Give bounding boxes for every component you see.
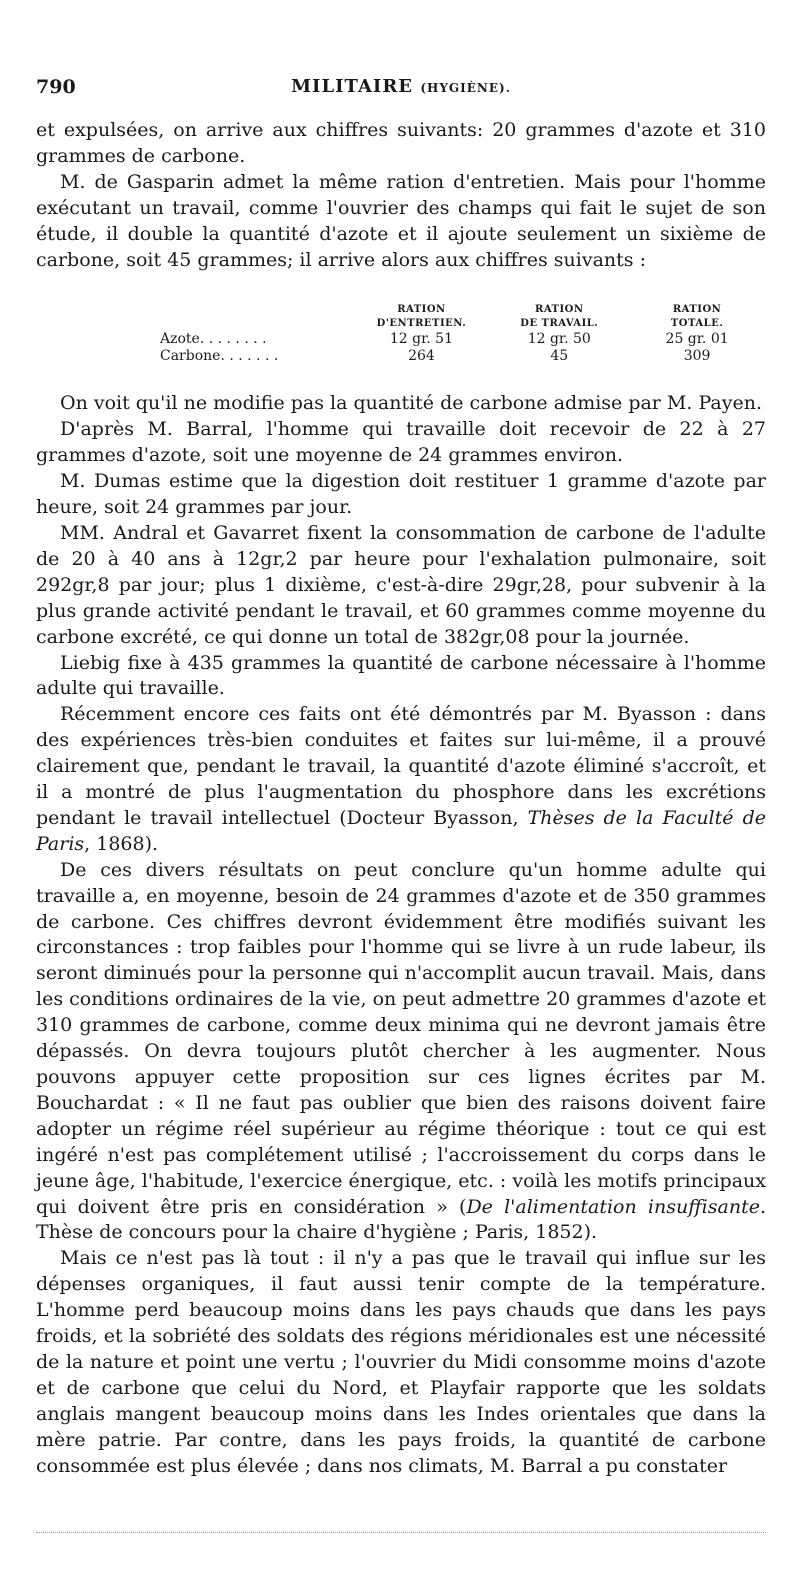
page-number: 790 bbox=[36, 76, 76, 98]
paragraph: M. Dumas estime que la digestion doit restituer 1 gramme d'azote par heure, soit 24 grammes par jour. bbox=[36, 470, 766, 519]
body-text bbox=[36, 118, 766, 1480]
column-header-travail bbox=[490, 303, 628, 331]
ration-table-header-row bbox=[36, 303, 766, 331]
paragraph: M. de Gasparin admet la même ration d'entretien. Mais pour l'homme exécutant un travail, comme l'ouvrier des champs qui fait le sujet de son étude, il double la quantité d'azote et il ajoute seulement un sixième de carbone, soit 45 grammes; il arrive alors aux chiffres suivants : bbox=[36, 170, 766, 271]
paragraph bbox=[36, 702, 766, 857]
column-header-line: DE TRAVAIL. bbox=[520, 318, 599, 330]
running-title-subject: (HYGIÈNE). bbox=[420, 81, 511, 95]
table-cell: 309 bbox=[683, 348, 711, 365]
paragraph-text: , 1868). bbox=[84, 832, 159, 855]
running-title-main: MILITAIRE bbox=[291, 76, 414, 97]
table-header-spacer bbox=[36, 303, 353, 331]
paragraph-text: De ces divers résultats on peut conclure qu'un homme adulte qui travaille a, en moyenne, besoin de 24 grammes d'azote et de 350 grammes de carbone. Ces chiffres devront évidemment être modifiés suivant les circonstances : trop faibles pour l'homme qui se livre à un rude labeur, ils seront diminués pour la personne qui n'accomplit aucun travail. Mais, dans les conditions ordinaires de la vie, on peut admettre 20 grammes d'azote et 310 grammes de carbone, comme deux minima qui ne devront jamais être dépassés. On devra toujours plutôt chercher à les augmenter. Nous pouvons appuyer cette proposition sur ces lignes écrites par M. Bouchardat : « Il ne faut pas oublier que bien des raisons doivent faire adopter un régime réel supérieur au régime théorique : tout ce qui est ingéré n'est pas complétement utilisé ; l'accroissement du corps dans le jeune âge, l'habitude, l'exercice énergique, etc. : voilà les motifs principaux qui doivent être pris en considération » ( bbox=[36, 858, 766, 1218]
row-label-carbone: Carbone. . . . . . . bbox=[160, 348, 279, 365]
table-cell: 45 bbox=[550, 348, 569, 365]
paragraph: On voit qu'il ne modifie pas la quantité de carbone admise par M. Payen. bbox=[60, 392, 762, 415]
paragraph: D'après M. Barral, l'homme qui travaille doit recevoir de 22 à 27 grammes d'azote, soit une moyenne de 24 grammes environ. bbox=[36, 418, 766, 467]
column-header-line: RATION bbox=[535, 304, 584, 316]
ration-table bbox=[36, 303, 766, 365]
column-header-line: RATION bbox=[397, 304, 446, 316]
table-row bbox=[36, 348, 766, 365]
column-header-entretien bbox=[353, 303, 491, 331]
paragraph-text: Thèse de concours pour la chaire d'hygiène ; Paris, 1852). bbox=[36, 1221, 598, 1244]
paragraph: et expulsées, on arrive aux chiffres suivants: 20 grammes d'azote et 310 grammes de carbone. bbox=[36, 119, 766, 167]
paragraph-text: Récemment encore ces faits ont été démontrés par M. Byasson : dans des expériences très-bien conduites et faites sur lui-même, il a prouvé clairement que, pendant le travail, la quantité d'azote éliminé s'accroît, et il a montré de plus l'augmentation du phosphore dans les excrétions pendant le travail intellectuel (Docteur Byasson, bbox=[36, 703, 766, 829]
footer-dotted-rule bbox=[36, 1532, 766, 1533]
citation-title: Thèses de la Faculté de Paris bbox=[36, 806, 766, 855]
row-label-azote: Azote. . . . . . . . bbox=[160, 331, 267, 348]
running-header bbox=[36, 76, 766, 102]
paragraph: MM. Andral et Gavarret fixent la consommation de carbone de l'adulte de 20 à 40 ans à 12gr,2 par heure pour l'exhalation pulmonaire, soit 292gr,8 par jour; plus 1 dixième, c'est-à-dire 29gr,28, pour subvenir à la plus grande activité pendant le travail, et 60 grammes comme moyenne du carbone excrété, ce qui donne un total de 382gr,08 pour la journée. bbox=[36, 521, 766, 648]
paragraph bbox=[36, 858, 766, 1247]
table-cell: 12 gr. 51 bbox=[389, 331, 453, 348]
citation-title: De l'alimentation insuffisante. bbox=[466, 1195, 766, 1218]
column-header-line: TOTALE. bbox=[670, 318, 724, 330]
paragraph: Liebig fixe à 435 grammes la quantité de carbone nécessaire à l'homme adulte qui travaille. bbox=[36, 651, 766, 700]
table-cell: 12 gr. 50 bbox=[527, 331, 591, 348]
column-header-line: D'ENTRETIEN. bbox=[376, 318, 467, 330]
table-cell: 25 gr. 01 bbox=[665, 331, 729, 348]
table-cell: 264 bbox=[408, 348, 435, 365]
column-header-line: RATION bbox=[672, 304, 722, 316]
column-header-totale bbox=[628, 303, 766, 331]
running-title bbox=[36, 76, 766, 97]
table-row bbox=[36, 331, 766, 348]
paragraph: Mais ce n'est pas là tout : il n'y a pas que le travail qui influe sur les dépenses organiques, il faut aussi tenir compte de la température. L'homme perd beaucoup moins dans les pays chauds que dans les pays froids, et la sobriété des soldats des régions méridionales est une nécessité de la nature et point une vertu ; l'ouvrier du Midi consomme moins d'azote et de carbone que celui du Nord, et Playfair rapporte que les soldats anglais mangent beaucoup moins dans les Indes orientales que dans la mère patrie. Par contre, dans les pays froids, la quantité de carbone consommée est plus élevée ; dans nos climats, M. Barral a pu constater bbox=[36, 1247, 766, 1477]
